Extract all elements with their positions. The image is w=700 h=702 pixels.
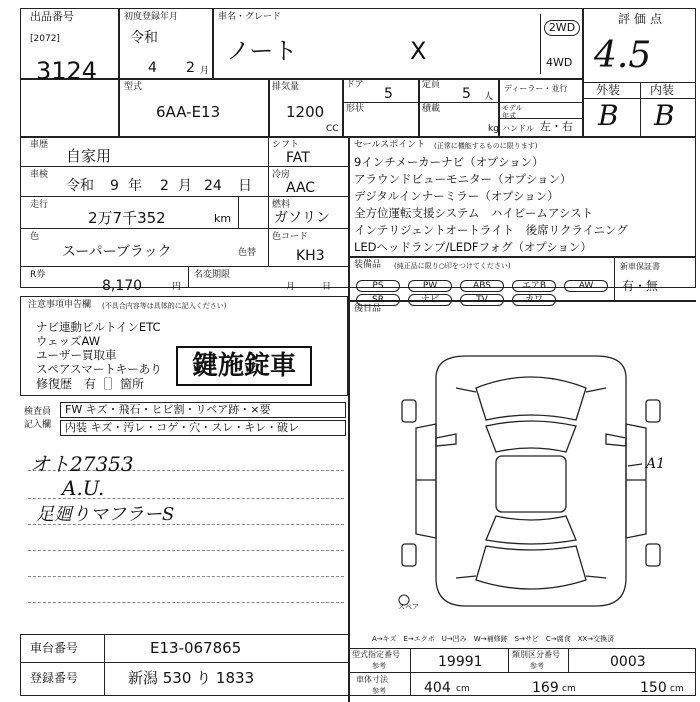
- handwritten-line-3: 足廻りマフラーS: [36, 504, 175, 525]
- sales-point-item: アラウンドビューモニター（オプション）: [354, 172, 572, 186]
- doors-label: ドア: [346, 80, 364, 90]
- rear-seat-label: 後日品: [354, 304, 382, 314]
- model-year-label: モデル年式: [502, 104, 523, 120]
- color-value: スーパーブラック: [62, 244, 172, 260]
- name-change-month: 月: [286, 282, 296, 292]
- class-no-value: 0003: [610, 654, 646, 670]
- type-value: 6AA-E13: [156, 103, 221, 121]
- sales-points-label: セールスポイント: [354, 140, 426, 150]
- class-no-sub: 参考: [530, 662, 544, 670]
- equipment-item: ABS: [460, 280, 504, 292]
- equipment-item: TV: [460, 294, 504, 306]
- color-code-label: 色コード: [272, 232, 309, 242]
- car-grade: X: [410, 37, 427, 65]
- cooling-label: 冷房: [272, 170, 291, 180]
- handle-label: ハンドル: [502, 124, 534, 133]
- displacement-label: 排気量: [272, 82, 300, 92]
- mileage-label: 走行: [30, 200, 49, 210]
- type-no-sub: 参考: [372, 662, 386, 670]
- sales-point-item: 全方位運転支援システム ハイビームアシスト: [354, 206, 594, 220]
- length-sub: 参考: [372, 687, 386, 695]
- chassis-label: 車台番号: [30, 641, 79, 655]
- interior-label: 内装: [650, 83, 675, 97]
- first-reg-era: 令和: [130, 30, 158, 46]
- exhibit-number: 3124: [36, 57, 98, 85]
- first-reg-month-unit: 月: [200, 66, 210, 76]
- class-no-label: 類別区分番号: [512, 650, 560, 659]
- history-label: 車歴: [30, 140, 49, 150]
- car-name-label: 車名・グレード: [218, 12, 282, 22]
- displacement-value: 1200: [286, 103, 325, 121]
- note-item: ウェッズAW: [36, 334, 101, 348]
- type-no-label: 型式指定番号: [352, 650, 400, 659]
- sales-points-note: (正常に機能するものに限ります): [434, 142, 538, 150]
- sales-point-item: LEDヘッドランプ/LEDFフォグ（オプション）: [354, 240, 592, 254]
- first-reg-year: 4: [148, 60, 157, 76]
- repair-value: 有［］箇所: [84, 377, 145, 391]
- exterior-label: 外装: [596, 83, 621, 97]
- capacity-unit: 人: [484, 92, 494, 102]
- exhibit-label: 出品番号: [30, 10, 74, 23]
- first-reg-label: 初度登録年月: [124, 12, 179, 22]
- shift-label: シフト: [272, 140, 300, 150]
- equipment-item: PS: [356, 280, 400, 292]
- spare-label: スペア: [398, 603, 419, 611]
- length-unit: cm: [456, 684, 470, 694]
- note-item: ナビ連動ビルトインETC: [36, 320, 161, 334]
- mileage-unit: km: [214, 212, 232, 225]
- note-item: ユーザー買取車: [36, 348, 117, 362]
- shape-label: 形状: [346, 104, 365, 114]
- handwritten-line-1: オト27353: [30, 452, 134, 476]
- inspection-day-unit: 日: [238, 178, 252, 194]
- type-no-value: 19991: [438, 654, 483, 670]
- damage-legend: A→キズ E→エクボ U→凹み W→補修跡 S→サビ C→腐食 XX→交換済: [372, 635, 615, 643]
- load-label: 積載: [422, 104, 441, 114]
- handle-value: 左・右: [540, 120, 573, 133]
- drive-2wd: 2WD: [544, 20, 580, 36]
- inspection-year-unit: 年: [128, 178, 142, 194]
- equipment-note: (純正品に限り○印をつけてください): [394, 262, 511, 270]
- sales-point-item: 9インチメーカーナビ（オプション）: [354, 155, 544, 169]
- width-unit: cm: [562, 684, 576, 694]
- equipment-label: 装備品: [354, 260, 382, 270]
- inspection-label: 車検: [30, 170, 49, 180]
- interior-value: B: [654, 99, 675, 132]
- notes-note: (不具合内容等は具体的に記入ください): [102, 302, 227, 310]
- sales-points-list: [354, 154, 694, 256]
- notes-list: [36, 320, 162, 376]
- recycle-label: R券: [30, 270, 46, 280]
- equipment-item: エアB: [512, 280, 556, 292]
- grade-score-value: 4.5: [594, 35, 652, 76]
- name-change-label: 名変期限: [194, 270, 231, 280]
- locked-stamp: 鍵施錠車: [176, 346, 312, 386]
- inspection-year: 9: [110, 178, 119, 194]
- new-car-warranty-label: 新車保証書: [620, 262, 660, 271]
- cooling-value: AAC: [286, 180, 316, 196]
- registration-label: 登録番号: [30, 671, 79, 685]
- recycle-value: 8,170: [102, 278, 143, 294]
- length-label: 車体寸法: [356, 675, 388, 684]
- first-reg-month: 2: [186, 60, 195, 76]
- sales-point-item: インテリジェントオートライト 後席リクライニング: [354, 223, 628, 237]
- note-item: スペアスマートキーあり: [36, 362, 162, 376]
- repair-label: 修復歴: [36, 377, 73, 391]
- load-unit: kg: [488, 124, 499, 134]
- registration-value: 新潟 530 り 1833: [128, 669, 255, 687]
- dealer-label: ディーラー・並行: [504, 84, 568, 93]
- equipment-row-2: [356, 287, 564, 306]
- equipment-item: カワ: [512, 294, 556, 306]
- history-value: 自家用: [66, 147, 112, 165]
- damage-mark-a1: A1: [646, 456, 666, 472]
- inspector-row-2: 内装 キズ・汚レ・コゲ・穴・スレ・キレ・破レ: [60, 420, 346, 436]
- notes-label: 注意事項申告欄: [28, 300, 92, 310]
- type-label: 型式: [124, 82, 143, 92]
- inspection-month: 2: [160, 178, 169, 194]
- color-trim-label: 色替: [238, 248, 257, 258]
- inspection-era: 令和: [66, 178, 94, 194]
- color-label: 色: [30, 232, 40, 242]
- name-change-day: 日: [322, 282, 332, 292]
- height-unit: cm: [670, 684, 684, 694]
- equipment-item: PW: [408, 280, 452, 292]
- exterior-value: B: [598, 99, 619, 132]
- inspection-day: 24: [204, 178, 222, 194]
- fuel-value: ガソリン: [274, 210, 330, 226]
- inspector-label: 検査員記入欄: [24, 407, 52, 430]
- fuel-label: 燃料: [272, 200, 291, 210]
- grade-score-label: 評価点: [618, 12, 667, 26]
- length-value: 404: [424, 680, 451, 696]
- width-value: 169: [532, 680, 559, 696]
- sales-point-item: デジタルインナーミラー（オプション）: [354, 189, 559, 203]
- displacement-unit: CC: [326, 124, 339, 134]
- doors-value: 5: [384, 86, 393, 102]
- inspector-row-1: FW キズ・飛石・ヒビ割・リペア跡・×要: [60, 402, 346, 418]
- handwritten-line-2: A.U.: [62, 476, 105, 500]
- chassis-value: E13-067865: [150, 639, 242, 657]
- car-model: ノート: [226, 37, 298, 65]
- recycle-unit: 円: [172, 282, 182, 292]
- shift-value: FAT: [286, 150, 310, 166]
- new-car-warranty-value: 有・無: [622, 279, 659, 293]
- inspection-month-unit: 月: [178, 178, 192, 194]
- color-code-value: KH3: [296, 248, 325, 264]
- car-damage-diagram: [396, 348, 666, 618]
- equipment-item: SR: [356, 294, 400, 306]
- capacity-value: 5: [462, 86, 471, 102]
- capacity-label: 定員: [422, 80, 441, 90]
- mileage-value: 2万7千352: [88, 209, 166, 227]
- equipment-item: AW: [564, 280, 608, 292]
- drive-4wd: 4WD: [546, 56, 573, 69]
- exhibit-bracket: [2072]: [30, 34, 60, 44]
- equipment-item: ナビ: [408, 294, 452, 306]
- height-value: 150: [640, 680, 667, 696]
